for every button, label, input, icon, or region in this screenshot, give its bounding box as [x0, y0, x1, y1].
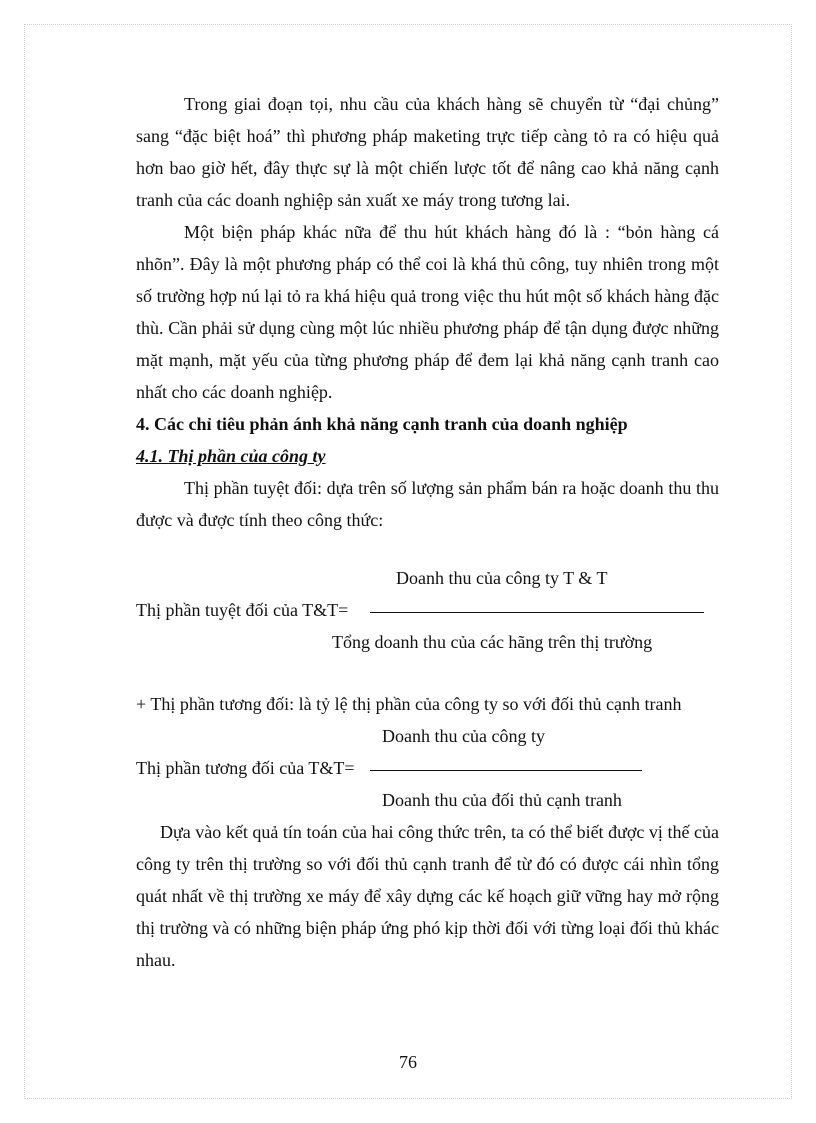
formula-denominator: Tổng doanh thu của các hãng trên thị trường — [332, 632, 653, 652]
formula-lhs: Thị phần tương đối của T&T= — [136, 758, 355, 778]
formula-relative-share — [136, 720, 719, 816]
formula-denominator: Doanh thu của đối thủ cạnh tranh — [382, 790, 622, 810]
fraction-bar — [370, 770, 642, 771]
spacer — [136, 666, 719, 688]
page-border-right — [791, 24, 792, 1099]
paragraph-conclusion: Dựa vào kết quả tín toán của hai công thức trên, ta có thể biết được vị thế của công ty trên thị trường so với đối thủ cạnh tranh để từ đó có được cái nhìn tổng quát nhất về thị trường xe máy để xây dựng các kế hoạch giữ vững hay mở rộng thị trường và có những biện pháp ứng phó kịp thời đối với từng loại đối thủ khác nhau. — [136, 822, 719, 970]
subsection-heading: 4.1. Thị phần của công ty — [136, 446, 326, 466]
page-border-bottom — [24, 1098, 792, 1099]
spacer — [136, 536, 719, 562]
paragraph-direct-marketing: Trong giai đoạn tọi, nhu cầu của khách hàng sẽ chuyển từ “đại chủng” sang “đặc biệt hoá” thì phương pháp maketing trực tiếp càng tỏ ra có hiệu quả hơn bao giờ hết, đây thực sự là một chiến lược tốt để nâng cao khả năng cạnh tranh của các doanh nghiệp sản xuất xe máy trong tương lai. — [136, 94, 719, 210]
section-heading: 4. Các chỉ tiêu phản ánh khả năng cạnh tranh của doanh nghiệp — [136, 414, 628, 434]
formula-lhs: Thị phần tuyệt đối của T&T= — [136, 600, 349, 620]
formula-absolute-share — [136, 562, 719, 666]
page-border-left — [24, 24, 25, 1099]
paragraph-relative-share: + Thị phần tương đối: là tỷ lệ thị phần của công ty so với đối thủ cạnh tranh — [136, 694, 682, 714]
page-border-top — [24, 24, 792, 25]
page-number: 76 — [399, 1052, 417, 1072]
fraction-bar — [370, 612, 704, 613]
subsection-heading-wrapper — [136, 440, 719, 472]
paragraph-absolute-share: Thị phần tuyệt đối: dựa trên số lượng sản phẩm bán ra hoặc doanh thu thu được và được tính theo công thức: — [136, 478, 719, 530]
formula-numerator: Doanh thu của công ty — [382, 726, 545, 746]
formula-numerator: Doanh thu của công ty T & T — [396, 568, 608, 588]
paragraph-personal-selling: Một biện pháp khác nữa để thu hút khách hàng đó là : “bỏn hàng cá nhõn”. Đây là một phương pháp có thể coi là khá thủ công, tuy nhiên trong một số trường hợp nú lại tỏ ra khá hiệu quả trong việc thu hút một số khách hàng đặc thù. Cần phải sử dụng cùng một lúc nhiều phương pháp để tận dụng được những mặt mạnh, mặt yếu của từng phương pháp để đem lại khả năng cạnh tranh cao nhất cho các doanh nghiệp. — [136, 222, 719, 402]
document-body — [136, 88, 719, 976]
